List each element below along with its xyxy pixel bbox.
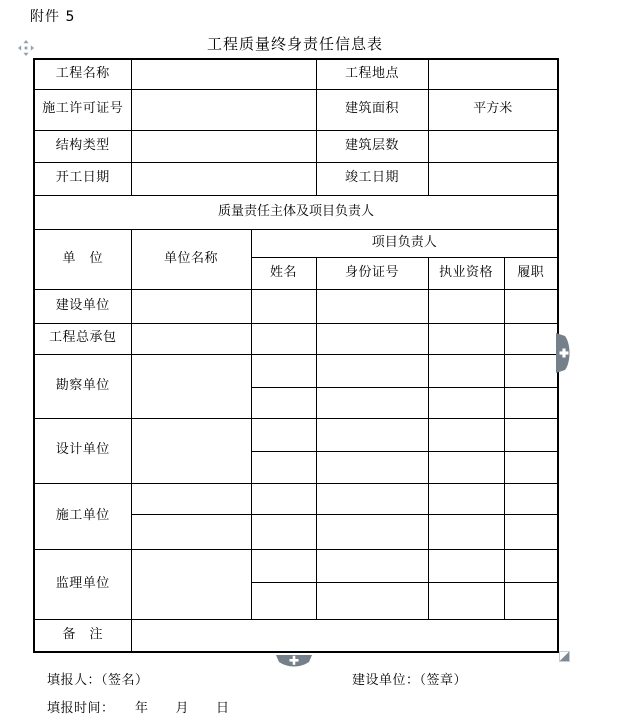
- owner-unit-name-cell[interactable]: [131, 289, 251, 323]
- design-unit-name-cell[interactable]: [131, 418, 251, 483]
- supervisor-leader-id-cell-1[interactable]: [316, 549, 428, 582]
- unit-column-header: 单 位: [34, 229, 131, 289]
- design-leader-duty-cell-2[interactable]: [504, 451, 558, 483]
- epc-unit-name-cell[interactable]: [131, 323, 251, 354]
- epc-unit-label: 工程总承包: [34, 323, 131, 354]
- structure-type-label: 结构类型: [34, 130, 131, 162]
- fill-date-label: 填报时间： 年 月 日: [47, 701, 230, 716]
- supervisor-leader-duty-cell-1[interactable]: [504, 549, 558, 582]
- builder-leader-duty-cell-2[interactable]: [504, 514, 558, 549]
- design-leader-name-cell-1[interactable]: [251, 418, 316, 451]
- survey-leader-id-cell-2[interactable]: [316, 387, 428, 418]
- supervisor-unit-name-cell[interactable]: [131, 549, 251, 619]
- completion-date-cell[interactable]: [428, 162, 558, 195]
- completion-date-label: 竣工日期: [316, 162, 428, 195]
- unit-name-column-header: 单位名称: [131, 229, 251, 289]
- owner-unit-label: 建设单位: [34, 289, 131, 323]
- table-move-handle-icon[interactable]: [18, 40, 34, 56]
- project-location-cell[interactable]: [428, 59, 558, 89]
- epc-leader-name-cell[interactable]: [251, 323, 316, 354]
- design-leader-qualification-cell-1[interactable]: [428, 418, 504, 451]
- side-expand-handle[interactable]: [556, 333, 574, 373]
- owner-leader-name-cell[interactable]: [251, 289, 316, 323]
- builder-leader-qualification-cell-1[interactable]: [428, 483, 504, 514]
- builder-leader-id-cell-2[interactable]: [316, 514, 428, 549]
- building-area-label: 建筑面积: [316, 89, 428, 130]
- start-date-cell[interactable]: [131, 162, 316, 195]
- survey-unit-name-cell[interactable]: [131, 354, 251, 418]
- project-name-label: 工程名称: [34, 59, 131, 89]
- builder-leader-duty-cell-1[interactable]: [504, 483, 558, 514]
- design-leader-id-cell-1[interactable]: [316, 418, 428, 451]
- start-date-label: 开工日期: [34, 162, 131, 195]
- building-area-cell[interactable]: 平方米: [428, 89, 558, 130]
- permit-number-cell[interactable]: [131, 89, 316, 130]
- epc-leader-id-cell[interactable]: [316, 323, 428, 354]
- survey-leader-qualification-cell-2[interactable]: [428, 387, 504, 418]
- supervisor-leader-qualification-cell-2[interactable]: [428, 582, 504, 619]
- attachment-label: 附件 5: [30, 9, 76, 25]
- owner-leader-qualification-cell[interactable]: [428, 289, 504, 323]
- leader-qualification-header: 执业资格: [428, 257, 504, 289]
- leader-duty-header: 履职: [504, 257, 558, 289]
- design-leader-qualification-cell-2[interactable]: [428, 451, 504, 483]
- supervisor-leader-name-cell-1[interactable]: [251, 549, 316, 582]
- floor-count-label: 建筑层数: [316, 130, 428, 162]
- survey-leader-qualification-cell-1[interactable]: [428, 354, 504, 387]
- permit-number-label: 施工许可证号: [34, 89, 131, 130]
- table-resize-handle[interactable]: [560, 652, 569, 661]
- project-location-label: 工程地点: [316, 59, 428, 89]
- filler-signature-label: 填报人：（签名）: [47, 673, 149, 688]
- epc-leader-duty-cell[interactable]: [504, 323, 558, 354]
- builder-leader-qualification-cell-2[interactable]: [428, 514, 504, 549]
- design-unit-label: 设计单位: [34, 418, 131, 483]
- owner-leader-duty-cell[interactable]: [504, 289, 558, 323]
- owner-leader-id-cell[interactable]: [316, 289, 428, 323]
- builder-unit-name-cell-1[interactable]: [131, 483, 251, 514]
- leader-group-header: 项目负责人: [251, 229, 558, 257]
- survey-leader-id-cell-1[interactable]: [316, 354, 428, 387]
- builder-leader-name-cell-1[interactable]: [251, 483, 316, 514]
- survey-leader-name-cell-1[interactable]: [251, 354, 316, 387]
- remark-cell[interactable]: [131, 619, 558, 652]
- builder-leader-id-cell-1[interactable]: [316, 483, 428, 514]
- design-leader-id-cell-2[interactable]: [316, 451, 428, 483]
- responsibility-form-table: [33, 58, 559, 653]
- supervisor-leader-duty-cell-2[interactable]: [504, 582, 558, 619]
- supervisor-leader-id-cell-2[interactable]: [316, 582, 428, 619]
- floor-count-cell[interactable]: [428, 130, 558, 162]
- leader-name-header: 姓名: [251, 257, 316, 289]
- survey-leader-name-cell-2[interactable]: [251, 387, 316, 418]
- bottom-expand-handle[interactable]: [276, 653, 312, 666]
- survey-unit-label: 勘察单位: [34, 354, 131, 418]
- section-banner: 质量责任主体及项目负责人: [34, 195, 558, 229]
- page-title: 工程质量终身责任信息表: [206, 35, 383, 53]
- design-leader-duty-cell-1[interactable]: [504, 418, 558, 451]
- structure-type-cell[interactable]: [131, 130, 316, 162]
- supervisor-leader-qualification-cell-1[interactable]: [428, 549, 504, 582]
- supervisor-unit-label: 监理单位: [34, 549, 131, 619]
- supervisor-leader-name-cell-2[interactable]: [251, 582, 316, 619]
- builder-seal-label: 建设单位：（签章）: [352, 673, 468, 688]
- remark-label: 备 注: [34, 619, 131, 652]
- leader-id-header: 身份证号: [316, 257, 428, 289]
- builder-unit-label: 施工单位: [34, 483, 131, 549]
- builder-unit-name-cell-2[interactable]: [131, 514, 251, 549]
- design-leader-name-cell-2[interactable]: [251, 451, 316, 483]
- project-name-cell[interactable]: [131, 59, 316, 89]
- survey-leader-duty-cell-1[interactable]: [504, 354, 558, 387]
- survey-leader-duty-cell-2[interactable]: [504, 387, 558, 418]
- epc-leader-qualification-cell[interactable]: [428, 323, 504, 354]
- builder-leader-name-cell-2[interactable]: [251, 514, 316, 549]
